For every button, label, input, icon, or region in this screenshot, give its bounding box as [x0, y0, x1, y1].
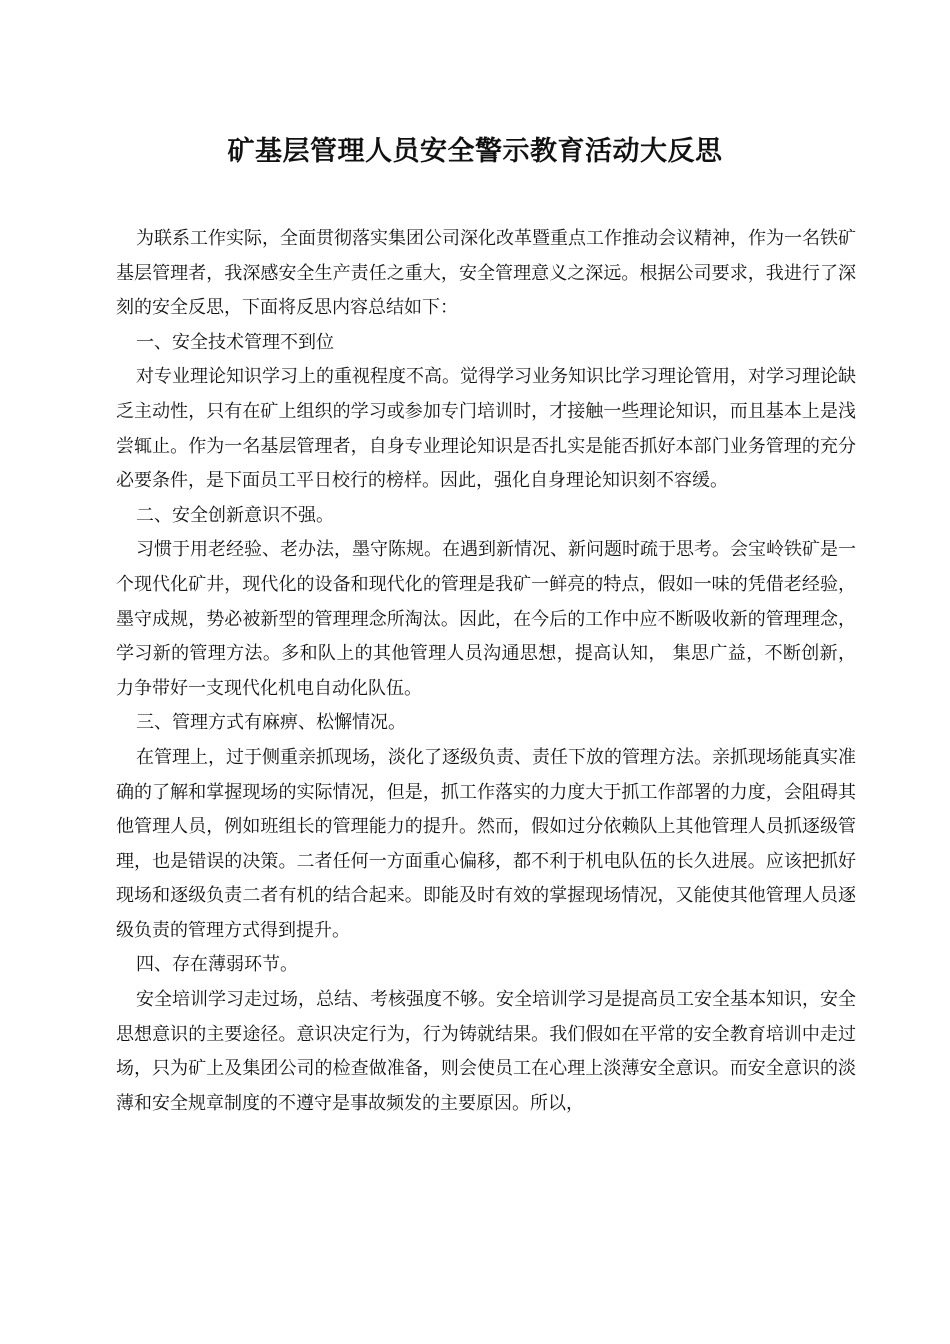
paragraph-section-3: 在管理上，过于侧重亲抓现场，淡化了逐级负责、责任下放的管理方法。亲抓现场能真实准确的了解和掌握现场的实际情况，但是，抓工作落实的力度大于抓工作部署的力度，会阻碍其他管理人员，例如班组长的管理能力的提升。然而，假如过分依赖队上其他管理人员抓逐级管理，也是错误的决策。二者任何一方面重心偏移，都不利于机电队伍的长久进展。应该把抓好现场和逐级负责二者有机的结合起来。即能及时有效的掌握现场情况，又能使其他管理人员逐级负责的管理方式得到提升。: [116, 746, 856, 941]
document-body: [116, 222, 856, 1121]
paragraph-section-2: 习惯于用老经验、老办法，墨守陈规。在遇到新情况、新问题时疏于思考。会宝岭铁矿是一个现代化矿井，现代化的设备和现代化的管理是我矿一鲜亮的特点，假如一味的凭借老经验，墨守成规，势必被新型的管理理念所淘汰。因此，在今后的工作中应不断吸收新的管理理念，学习新的管理方法。多和队上的其他管理人员沟通思想，提高认知， 集思广益，不断创新，力争带好一支现代化机电自动化队伍。: [116, 539, 856, 699]
heading-section-1: 一、安全技术管理不到位: [136, 331, 334, 353]
heading-section-3: 三、管理方式有麻痹、松懈情况。: [136, 712, 406, 734]
paragraph-intro: 为联系工作实际，全面贯彻落实集团公司深化改革暨重点工作推动会议精神，作为一名铁矿基层管理者，我深感安全生产责任之重大，安全管理意义之深远。根据公司要求，我进行了深刻的安全反思，下面将反思内容总结如下：: [116, 228, 856, 319]
paragraph-section-1: 对专业理论知识学习上的重视程度不高。觉得学习业务知识比学习理论管用，对学习理论缺乏主动性，只有在矿上组织的学习或参加专门培训时，才接触一些理论知识，而且基本上是浅尝辄止。作为一名基层管理者，自身专业理论知识是否扎实是能否抓好本部门业务管理的充分必要条件，是下面员工平日校行的榜样。因此，强化自身理论知识刻不容缓。: [116, 366, 856, 492]
paragraph-section-4: 安全培训学习走过场，总结、考核强度不够。安全培训学习是提高员工安全基本知识，安全思想意识的主要途径。意识决定行为，行为铸就结果。我们假如在平常的安全教育培训中走过场，只为矿上及集团公司的检查做准备，则会使员工在心理上淡薄安全意识。而安全意识的淡薄和安全规章制度的不遵守是事故频发的主要原因。所以，: [116, 989, 856, 1114]
heading-section-4: 四、存在薄弱环节。: [136, 954, 298, 976]
document-title: 矿基层管理人员安全警示教育活动大反思: [227, 136, 723, 167]
heading-section-2: 二、安全创新意识不强。: [136, 504, 334, 526]
